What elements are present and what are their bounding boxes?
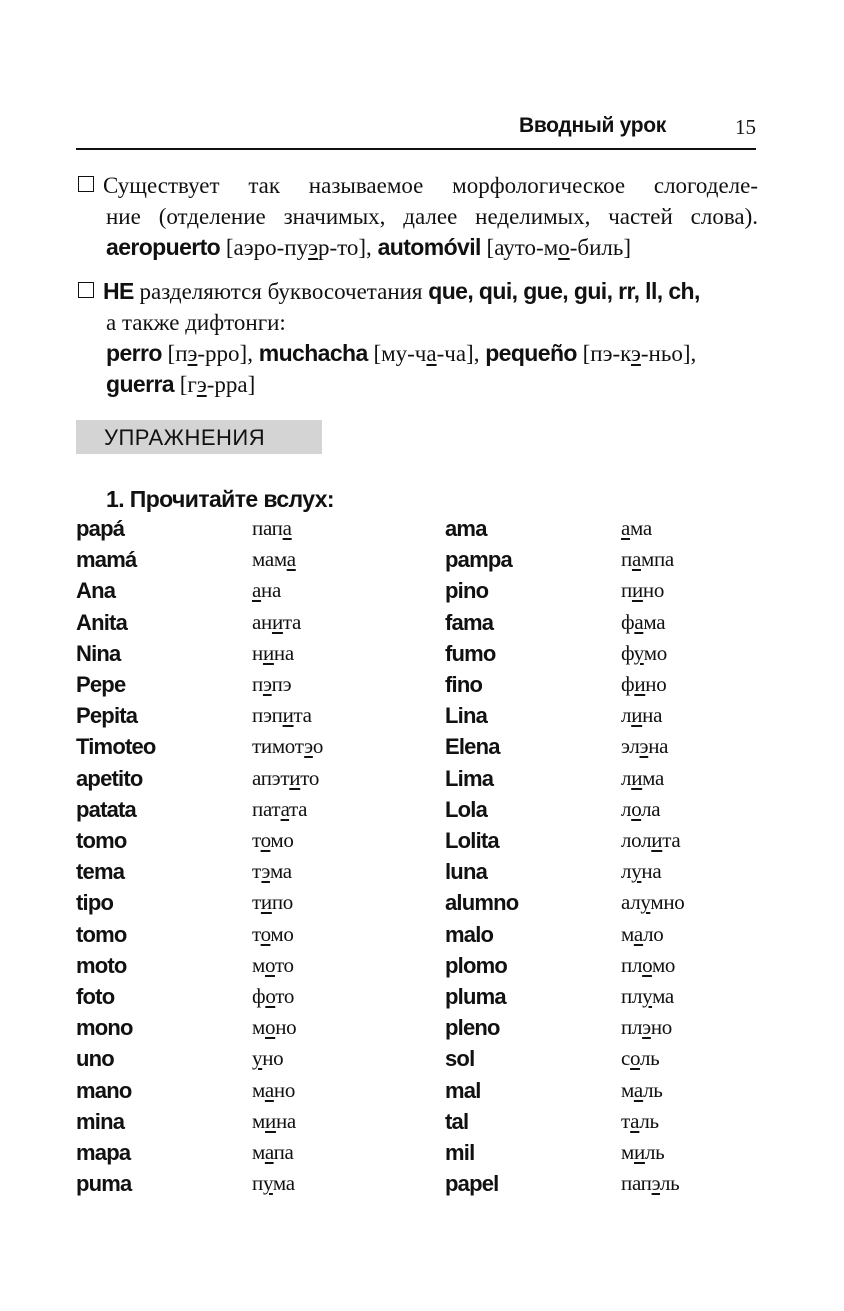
stressed-vowel: и bbox=[634, 1140, 645, 1164]
spanish-word: pampa bbox=[445, 547, 512, 573]
spanish-word: fama bbox=[445, 609, 494, 635]
spanish-word: Lima bbox=[445, 765, 494, 791]
rule-morphological-syllabification bbox=[78, 170, 758, 263]
stressed-vowel: и bbox=[289, 765, 301, 790]
stressed-vowel: а bbox=[630, 1108, 640, 1133]
russian-transcription: луна bbox=[621, 859, 662, 884]
stressed-vowel: и bbox=[260, 890, 272, 915]
word-row bbox=[76, 672, 776, 702]
russian-transcription: пума bbox=[252, 1171, 295, 1196]
russian-transcription: мото bbox=[252, 952, 294, 977]
spanish-word: luna bbox=[445, 859, 488, 885]
russian-transcription: томо bbox=[252, 828, 294, 852]
word-row bbox=[76, 547, 776, 577]
stressed-vowel: а bbox=[264, 1077, 274, 1102]
spanish-word: Pepe bbox=[76, 672, 126, 697]
word-row bbox=[76, 734, 776, 764]
russian-transcription: мало bbox=[621, 921, 664, 946]
exercise-title: 1. Прочитайте вслух: bbox=[106, 486, 334, 512]
stressed-vowel: э bbox=[630, 341, 641, 366]
stressed-vowel: э bbox=[187, 341, 198, 366]
spanish-word: ama bbox=[445, 516, 487, 541]
spanish-word: papel bbox=[445, 1171, 499, 1197]
stressed-vowel: а bbox=[633, 921, 644, 946]
stressed-vowel: а bbox=[280, 796, 290, 821]
stressed-vowel: о bbox=[265, 984, 276, 1008]
stressed-vowel: а bbox=[631, 547, 641, 572]
russian-transcription: мина bbox=[252, 1108, 296, 1133]
russian-transcription: соль bbox=[621, 1046, 660, 1071]
russian-transcription: пэпэ bbox=[252, 672, 292, 696]
russian-transcription: элэна bbox=[621, 734, 669, 759]
stressed-vowel: у bbox=[640, 890, 651, 915]
russian-transcription: нина bbox=[252, 640, 294, 665]
spanish-word: Elena bbox=[445, 734, 500, 760]
russian-transcription: фумо bbox=[621, 640, 667, 665]
stressed-vowel: э bbox=[639, 734, 649, 759]
word-row bbox=[76, 828, 776, 858]
stressed-vowel: э bbox=[304, 734, 313, 759]
example-word: perro bbox=[106, 340, 162, 366]
russian-transcription: мано bbox=[252, 1077, 296, 1102]
spanish-word: moto bbox=[76, 952, 127, 978]
stressed-vowel: э bbox=[196, 372, 207, 397]
word-row bbox=[76, 766, 776, 796]
word-row bbox=[76, 1046, 776, 1076]
word-row bbox=[76, 953, 776, 983]
spanish-word: papá bbox=[76, 516, 125, 541]
example-word: automóvil bbox=[377, 234, 481, 260]
russian-transcription: ана bbox=[252, 578, 281, 603]
russian-transcription: лина bbox=[621, 703, 663, 728]
russian-transcription: фино bbox=[621, 672, 667, 696]
word-row bbox=[76, 703, 776, 733]
spanish-word: mal bbox=[445, 1077, 481, 1103]
russian-transcription: апэтито bbox=[252, 765, 320, 790]
spanish-word: mil bbox=[445, 1140, 475, 1165]
spanish-word: mono bbox=[76, 1015, 133, 1041]
russian-transcription: плума bbox=[621, 984, 674, 1008]
russian-transcription: пампа bbox=[621, 547, 674, 572]
spanish-word: Ana bbox=[76, 578, 116, 604]
example-word: aeropuerto bbox=[106, 234, 221, 260]
page-number: 15 bbox=[735, 115, 756, 139]
stressed-vowel: о bbox=[265, 952, 275, 977]
russian-transcription: пэпита bbox=[252, 703, 312, 728]
word-row bbox=[76, 641, 776, 671]
chapter-title: Вводный урок bbox=[518, 114, 666, 137]
example-word: muchacha bbox=[258, 340, 368, 366]
russian-transcription: маль bbox=[621, 1077, 663, 1102]
russian-transcription: алумно bbox=[621, 890, 685, 915]
section-label-exercises: УПРАЖНЕНИЯ bbox=[76, 420, 322, 454]
rule-examples: perro [пэ-рро], muchacha [му-ча-ча], pequeño [пэ-кэ-ньо], bbox=[106, 340, 697, 366]
russian-transcription: папэль bbox=[621, 1171, 680, 1196]
stressed-vowel: о bbox=[260, 828, 271, 852]
spanish-word: tomo bbox=[76, 828, 127, 853]
spanish-word: plomo bbox=[445, 952, 507, 978]
stressed-vowel: и bbox=[271, 609, 283, 634]
stressed-vowel: и bbox=[634, 672, 646, 696]
running-header bbox=[76, 108, 756, 150]
spanish-word: alumno bbox=[445, 890, 519, 916]
stressed-vowel: э bbox=[651, 1171, 660, 1196]
word-row bbox=[76, 1171, 776, 1201]
russian-transcription: фама bbox=[621, 609, 666, 634]
stressed-vowel: а bbox=[264, 1140, 274, 1164]
russian-transcription: пино bbox=[621, 578, 665, 603]
russian-transcription: мама bbox=[252, 547, 296, 572]
spanish-word: mina bbox=[76, 1108, 125, 1134]
word-row bbox=[76, 890, 776, 920]
example-word: pequeño bbox=[485, 340, 577, 366]
spanish-word: tema bbox=[76, 859, 125, 885]
russian-transcription: пломо bbox=[621, 952, 676, 977]
stressed-vowel: а bbox=[282, 516, 292, 540]
word-row bbox=[76, 610, 776, 640]
russian-transcription: фото bbox=[252, 984, 295, 1008]
spanish-word: pluma bbox=[445, 984, 506, 1009]
stressed-vowel: а bbox=[621, 516, 631, 540]
stressed-vowel: у bbox=[642, 984, 653, 1008]
russian-transcription: тимотэо bbox=[252, 734, 324, 759]
spanish-word: Nina bbox=[76, 640, 121, 666]
stressed-vowel: э bbox=[642, 1015, 651, 1040]
stressed-vowel: э bbox=[308, 235, 318, 260]
spanish-word: mamá bbox=[76, 547, 137, 573]
word-row bbox=[76, 859, 776, 889]
russian-transcription: миль bbox=[621, 1140, 665, 1164]
spanish-word: Anita bbox=[76, 609, 128, 635]
word-row bbox=[76, 1015, 776, 1045]
russian-transcription: тэма bbox=[252, 859, 292, 884]
stressed-vowel: а bbox=[252, 578, 262, 603]
russian-transcription: типо bbox=[252, 890, 293, 915]
word-row bbox=[76, 1109, 776, 1139]
word-row bbox=[76, 922, 776, 952]
russian-transcription: ама bbox=[621, 516, 652, 540]
russian-transcription: уно bbox=[252, 1046, 284, 1071]
spanish-word: sol bbox=[445, 1046, 475, 1072]
stressed-vowel: у bbox=[633, 640, 644, 665]
russian-transcription: таль bbox=[621, 1108, 659, 1133]
russian-transcription: томо bbox=[252, 921, 294, 946]
russian-transcription: патата bbox=[252, 796, 308, 821]
spanish-word: mapa bbox=[76, 1140, 131, 1165]
stressed-vowel: о bbox=[642, 952, 652, 977]
rule-line: НЕ разделяются буквосочетания que, qui, gue, gui, rr, ll, ch, bbox=[78, 276, 758, 307]
russian-transcription: моно bbox=[252, 1015, 297, 1040]
spanish-word: tal bbox=[445, 1108, 469, 1134]
rule-examples: guerra [гэ-рра] bbox=[106, 371, 256, 397]
stressed-vowel: о bbox=[558, 235, 570, 260]
spanish-word: mano bbox=[76, 1077, 132, 1103]
stressed-vowel: а bbox=[634, 609, 644, 634]
spanish-word: Lolita bbox=[445, 828, 499, 853]
spanish-word: uno bbox=[76, 1046, 114, 1072]
letter-combinations: que, qui, gue, gui, rr, ll, ch, bbox=[428, 278, 700, 304]
checkbox-icon bbox=[78, 176, 94, 192]
stressed-vowel: э bbox=[261, 859, 270, 884]
spanish-word: tipo bbox=[76, 890, 114, 916]
word-row bbox=[76, 797, 776, 827]
stressed-vowel: а bbox=[426, 341, 437, 366]
spanish-word: patata bbox=[76, 796, 136, 822]
spanish-word: fino bbox=[445, 672, 483, 697]
spanish-word: pleno bbox=[445, 1015, 500, 1041]
spanish-word: pino bbox=[445, 578, 489, 604]
stressed-vowel: а bbox=[286, 547, 296, 572]
stressed-vowel: а bbox=[633, 1077, 644, 1102]
spanish-word: fumo bbox=[445, 640, 496, 666]
stressed-vowel: и bbox=[262, 640, 274, 665]
rule-line: ние (отделение значимых, далее неделимых, частей слова). bbox=[106, 204, 758, 229]
spanish-word: Pepita bbox=[76, 703, 138, 729]
word-row bbox=[76, 578, 776, 608]
russian-transcription: папа bbox=[252, 516, 292, 540]
spanish-word: Lola bbox=[445, 796, 488, 822]
rule-line: а также дифтонги: bbox=[106, 310, 286, 335]
russian-transcription: анита bbox=[252, 609, 302, 634]
rule-letter-combinations bbox=[78, 276, 758, 400]
checkbox-icon bbox=[78, 282, 94, 298]
russian-transcription: лола bbox=[621, 796, 661, 821]
word-row bbox=[76, 516, 776, 546]
stressed-vowel: о bbox=[260, 921, 271, 946]
stressed-vowel: у bbox=[252, 1046, 263, 1071]
russian-transcription: плэно bbox=[621, 1015, 672, 1040]
russian-transcription: лима bbox=[621, 765, 665, 790]
word-row bbox=[76, 984, 776, 1014]
russian-transcription: лолита bbox=[621, 828, 681, 852]
stressed-vowel: и bbox=[265, 1108, 276, 1133]
spanish-word: Timoteo bbox=[76, 734, 156, 760]
spanish-word: malo bbox=[445, 921, 494, 947]
spanish-word: apetito bbox=[76, 765, 143, 791]
stressed-vowel: и bbox=[282, 703, 294, 728]
rule-line: Существует так называемое морфологическое слогоделе- bbox=[78, 170, 758, 201]
stressed-vowel: и bbox=[631, 703, 643, 728]
stressed-vowel: у bbox=[631, 859, 642, 884]
spanish-word: tomo bbox=[76, 921, 127, 947]
stressed-vowel: о bbox=[265, 1015, 276, 1040]
stressed-vowel: о bbox=[631, 796, 642, 821]
example-word: guerra bbox=[106, 371, 174, 397]
rule-examples: aeropuerto [аэро-пуэр-то], automóvil [ауто-мо-биль] bbox=[106, 234, 632, 260]
stressed-vowel: о bbox=[630, 1046, 640, 1071]
spanish-word: Lina bbox=[445, 703, 488, 729]
word-row bbox=[76, 1140, 776, 1170]
spanish-word: foto bbox=[76, 984, 115, 1009]
stressed-vowel: и bbox=[631, 765, 643, 790]
stressed-vowel: у bbox=[262, 1171, 273, 1196]
stressed-vowel: и bbox=[631, 578, 643, 603]
word-row bbox=[76, 1078, 776, 1108]
russian-transcription: мапа bbox=[252, 1140, 294, 1164]
stressed-vowel: и bbox=[651, 828, 663, 852]
spanish-word: puma bbox=[76, 1171, 132, 1197]
stressed-vowel: э bbox=[262, 672, 272, 696]
